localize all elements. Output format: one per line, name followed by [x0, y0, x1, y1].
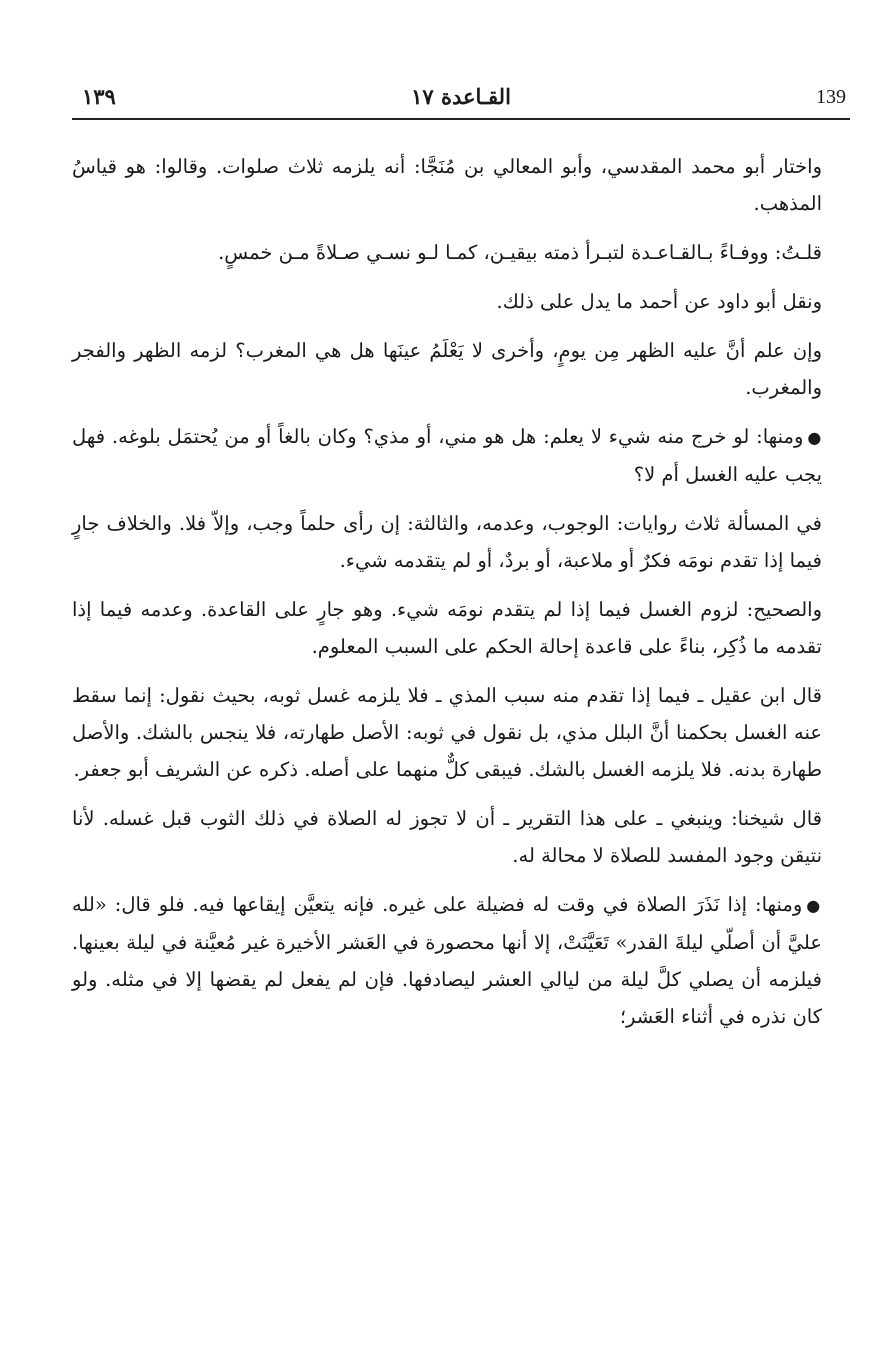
- page-header: [72, 78, 850, 114]
- paragraph: [72, 148, 822, 222]
- paragraph: [72, 332, 822, 406]
- paragraph: [72, 505, 822, 579]
- body-text: [72, 148, 822, 1047]
- paragraph: [72, 234, 822, 271]
- paragraph-text: ومنها: إذا نَذَرَ الصلاة في وقت له فضيلة على غيره. فإنه يتعيَّن إيقاعها فيه. فلو قال: «لله عليَّ أن أصلّي ليلةَ القدر» تَعَيَّنَتْ، إلا أنها محصورة في العَشر الأخيرة غير مُعيَّنة في ليلة بعينها. فيلزمه أن يصلي كلَّ ليلة من ليالي العشر ليصادفها. فإن لم يفعل لم يقضها إلا في مثله. ولو كان نذره في أثناء العَشر؛: [72, 893, 822, 1028]
- paragraph-text: قال شيخنا: وينبغي ـ على هذا التقرير ـ أن لا تجوز له الصلاة في ذلك الثوب قبل غسله. لأنا نتيقن وجود المفسد للصلاة لا محالة له.: [72, 807, 822, 867]
- paragraph: [72, 418, 822, 493]
- paragraph-text: قال ابن عقيل ـ فيما إذا تقدم منه سبب المذي ـ فلا يلزمه غسل ثوبه، بحيث نقول: إنما سقط عنه الغسل بحكمنا أنَّ البلل مذي، بل نقول في ثوبه: الأصل طهارته، فلا ينجس بالشك. والأصل طهارة بدنه. فلا يلزمه الغسل بالشك. فيبقى كلٌّ منهما على أصله. ذكره عن الشريف أبو جعفر.: [72, 684, 822, 781]
- paragraph-text: واختار أبو محمد المقدسي، وأبو المعالي بن مُنَجَّا: أنه يلزمه ثلاث صلوات. وقالوا: هو قياسُ المذهب.: [72, 155, 822, 215]
- page-number-arabic: ١٣٩: [82, 84, 116, 109]
- paragraph-text: والصحيح: لزوم الغسل فيما إذا لم يتقدم نومَه شيء. وهو جارٍ على القاعدة. وعدمه فيما إذا تقدمه ما ذُكِر، بناءً على قاعدة إحالة الحكم على السبب المعلوم.: [72, 598, 822, 658]
- running-title: القـاعدة ١٧: [411, 84, 511, 109]
- paragraph: [72, 283, 822, 320]
- paragraph-text: ومنها: لو خرج منه شيء لا يعلم: هل هو مني، أو مذي؟ وكان بالغاً أو من يُحتمَل بلوغه. فهل يجب عليه الغسل أم لا؟: [72, 425, 822, 486]
- paragraph: [72, 800, 822, 874]
- header-divider: [72, 118, 850, 120]
- paragraph: [72, 677, 822, 788]
- paragraph: [72, 591, 822, 665]
- bullet-icon: ●: [806, 896, 822, 915]
- paragraph-text: في المسألة ثلاث روايات: الوجوب، وعدمه، والثالثة: إن رأى حلماً وجب، وإلاّ فلا. والخلاف جارٍ فيما إذا تقدم نومَه فكرٌ أو ملاعبة، أو بردٌ، أو لم يتقدمه شيء.: [72, 512, 822, 572]
- paragraph-text: ونقل أبو داود عن أحمد ما يدل على ذلك.: [496, 290, 822, 313]
- paragraph-text: وإن علم أنَّ عليه الظهر مِن يومٍ، وأخرى لا يَعْلَمُ عينَها هل هي المغرب؟ لزمه الظهر والفجر والمغرب.: [72, 339, 822, 399]
- paragraph: [72, 886, 822, 1035]
- bullet-icon: ●: [807, 428, 822, 447]
- page-number-latin: 139: [816, 86, 846, 108]
- paragraph-text: قلـتُ: ووفـاءً بـالقـاعـدة لتبـرأ ذمته بيقيـن، كمـا لـو نسـي صـلاةً مـن خمسٍ.: [218, 241, 822, 264]
